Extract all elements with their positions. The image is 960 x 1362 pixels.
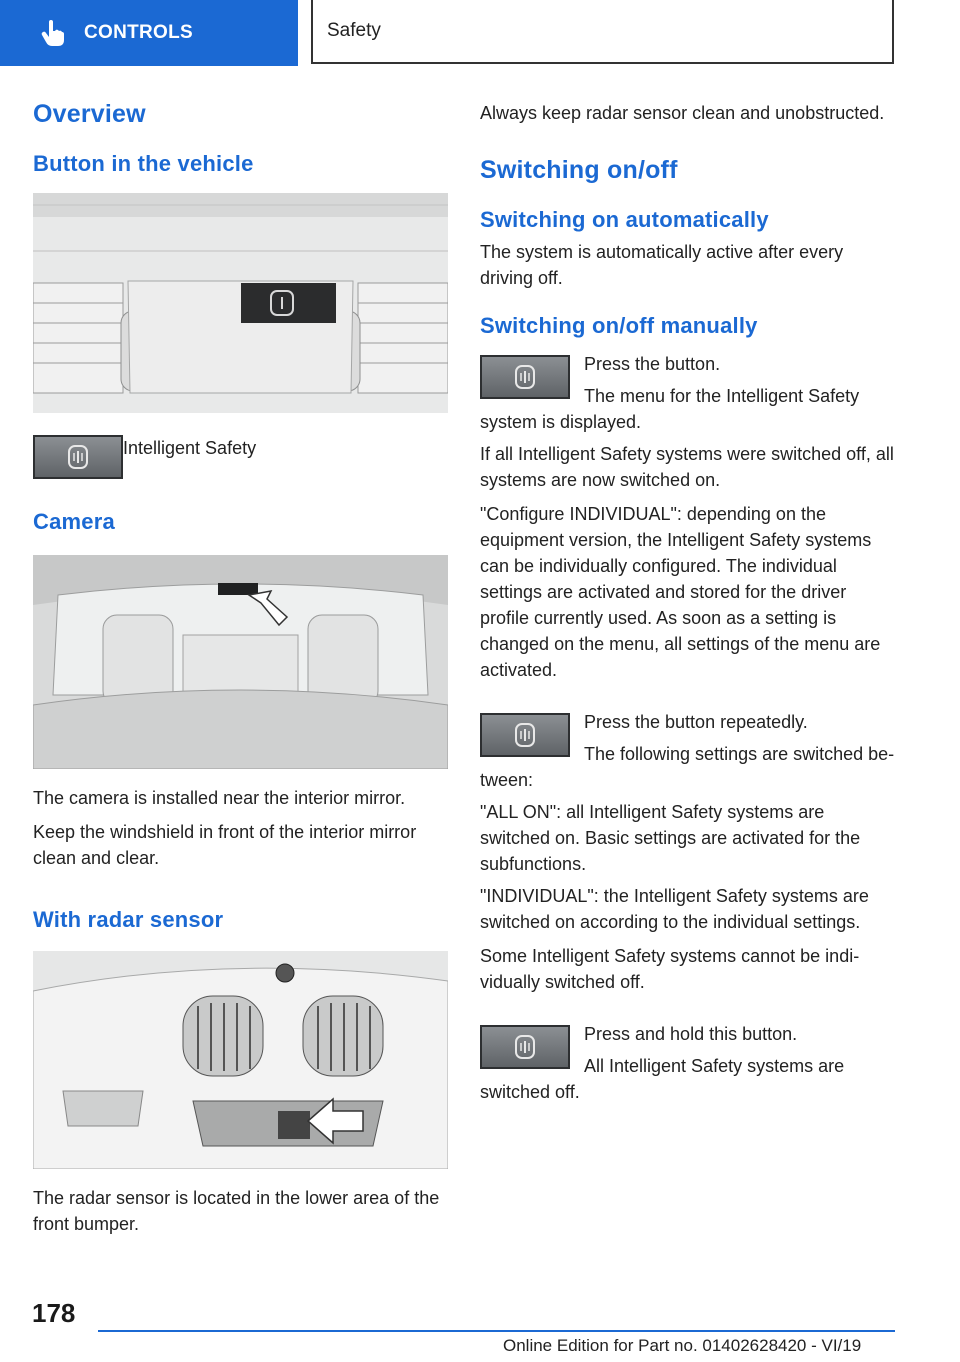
some-systems-paragraph: Some Intelligent Safety systems cannot be individually switched off. [480, 946, 860, 992]
press-hold-block [480, 1021, 895, 1105]
intelligent-safety-button-row [33, 435, 448, 479]
press-hold-text: Press and hold this button. [584, 1024, 798, 1044]
auto-paragraph: The system is automatically active after every driving off. [480, 242, 844, 288]
hand-pointer-icon [38, 18, 68, 48]
chapter-tab-safety [311, 0, 894, 64]
heading-switching-on-automatically: Switching on automatically [480, 207, 769, 232]
intelligent-safety-button-icon [480, 355, 570, 399]
footer-edition: Online Edition for Part no. 01402628420 - VI/19 [503, 1336, 862, 1355]
radar-clean-paragraph: Always keep radar sensor clean and unobstructed. [480, 103, 885, 123]
dashboard-button-image [33, 193, 448, 413]
configure-individual-paragraph: "Configure INDIVIDUAL": depending on the equipment version, the Intelligent Safety systems can be individually configured. The individual settings are activated and stored for the driver profile currently used. As soon as a setting is changed on the menu, all settings of the menu are activated. [480, 504, 881, 680]
press-repeatedly-text: Press the button repeatedly. [584, 712, 808, 732]
intelligent-safety-button-icon [480, 713, 570, 757]
radar-paragraph: The radar sensor is located in the lower area of the front bumper. [33, 1188, 440, 1234]
heading-button-in-vehicle: Button in the vehicle [33, 151, 254, 176]
section-tab-controls [0, 0, 298, 66]
section-tab-label: CONTROLS [84, 22, 194, 43]
all-on-paragraph: "ALL ON": all Intelligent Safety systems are switched on. Basic settings are activated for the subfunctions. [480, 802, 861, 874]
camera-paragraph-2: Keep the windshield in front of the interior mirror clean and clear. [33, 822, 417, 868]
settings-switched-text: The following settings are switched between: [480, 744, 895, 790]
radar-sensor-image [33, 951, 448, 1169]
menu-displayed-text: The menu for the Intelligent Safety system is displayed. [480, 386, 860, 432]
heading-overview: Overview [33, 100, 146, 128]
page-number: 178 [32, 1298, 76, 1328]
intelligent-safety-caption: Intelligent Safety [123, 438, 257, 458]
intelligent-safety-button-icon [33, 435, 123, 479]
all-switched-off-text: All Intelligent Safety systems are switched off. [480, 1056, 845, 1102]
all-off-paragraph: If all Intelligent Safety systems were switched off, all systems are now switched on. [480, 444, 894, 490]
footer-divider [98, 1330, 895, 1332]
heading-radar-sensor: With radar sensor [33, 907, 224, 932]
intelligent-safety-button-icon [480, 1025, 570, 1069]
press-button-block [480, 351, 895, 435]
heading-switching-on-off: Switching on/off [480, 156, 678, 184]
camera-paragraph-1: The camera is installed near the interior mirror. [33, 788, 406, 808]
individual-paragraph: "INDIVIDUAL": the Intelligent Safety systems are switched on according to the individual settings. [480, 886, 869, 932]
press-repeatedly-block [480, 709, 895, 793]
left-column [33, 100, 448, 1237]
right-column [480, 100, 895, 1105]
camera-location-image [33, 555, 448, 769]
chapter-tab-label: Safety [327, 20, 381, 41]
heading-camera: Camera [33, 509, 115, 534]
heading-switching-manually: Switching on/off manually [480, 313, 758, 338]
press-button-text: Press the button. [584, 354, 721, 374]
